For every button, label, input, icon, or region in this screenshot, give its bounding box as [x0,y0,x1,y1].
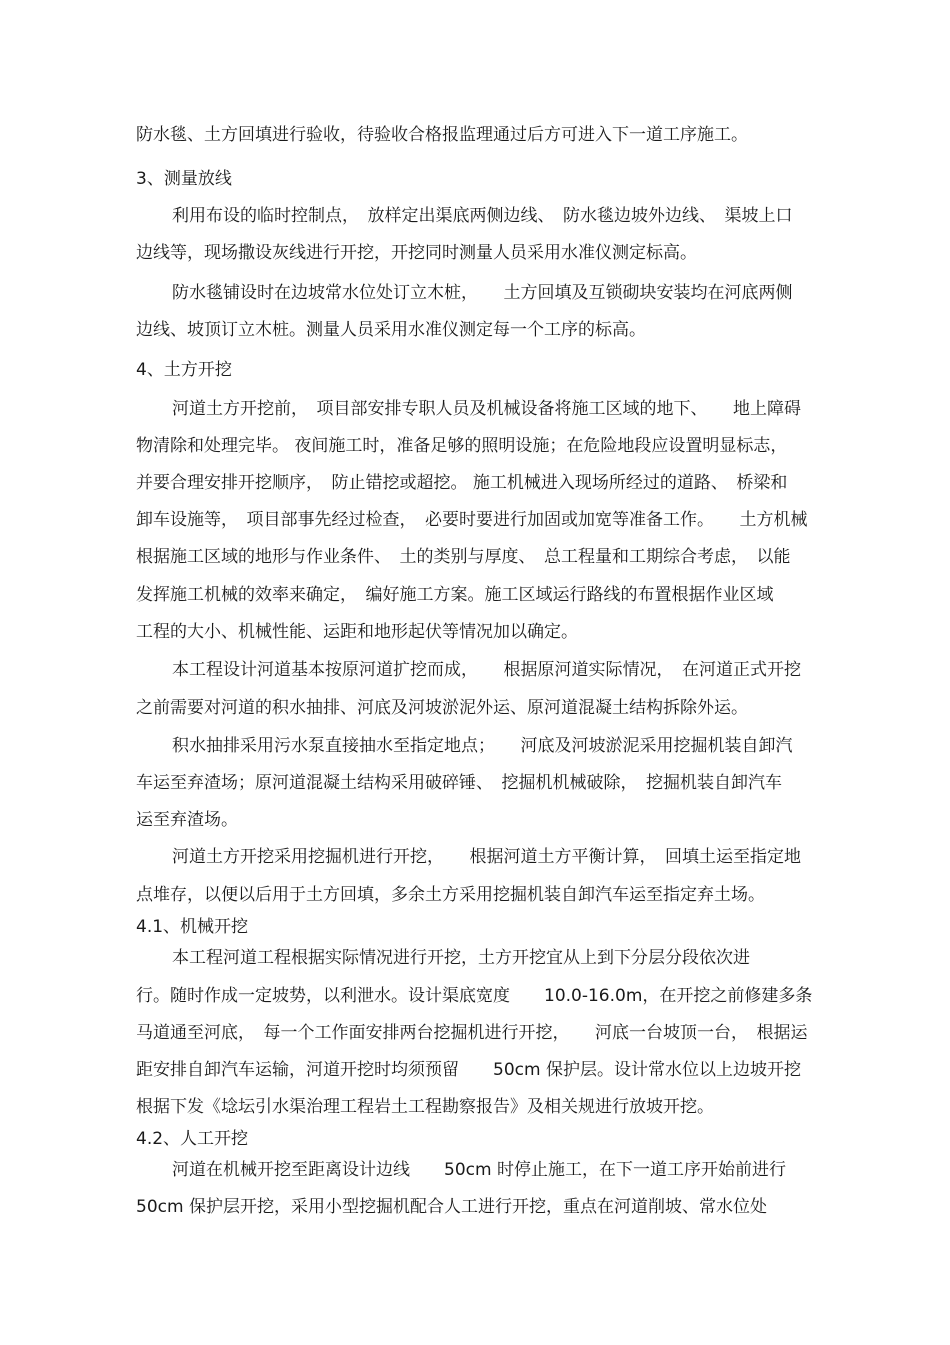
paragraph-line: 本工程设计河道基本按原河道扩挖而成， 根据原河道实际情况， 在河道正式开挖 [172,660,801,680]
paragraph-line: 河道土方开挖前， 项目部安排专职人员及机械设备将施工区域的地下、 地上障碍 [172,399,801,419]
paragraph-line: 点堆存，以便以后用于土方回填，多余土方采用挖掘机装自卸汽车运至指定弃土场。 [136,885,765,905]
paragraph-line: 行。随时作成一定坡势，以利泄水。设计渠底宽度 10.0-16.0m，在开挖之前修建多条 [136,986,813,1006]
section-heading: 4.2、人工开挖 [136,1129,249,1149]
paragraph-line: 边线、坡顶订立木桩。测量人员采用水准仪测定每一个工序的标高。 [136,320,646,340]
paragraph-line: 根据下发《埝坛引水渠治理工程岩土工程勘察报告》及相关规进行放坡开挖。 [136,1097,714,1117]
paragraph-line: 之前需要对河道的积水抽排、河底及河坡淤泥外运、原河道混凝土结构拆除外运。 [136,698,748,718]
paragraph-line: 本工程河道工程根据实际情况进行开挖，土方开挖宜从上到下分层分段依次进 [172,948,750,968]
paragraph-line: 工程的大小、机械性能、运距和地形起伏等情况加以确定。 [136,622,578,642]
paragraph-line: 马道通至河底， 每一个工作面安排两台挖掘机进行开挖， 河底一台坡顶一台， 根据运 [136,1023,808,1043]
paragraph-line: 车运至弃渣场；原河道混凝土结构采用破碎锤、 挖掘机机械破除， 挖掘机装自卸汽车 [136,773,782,793]
section-heading: 3、测量放线 [136,169,232,189]
paragraph-line: 根据施工区域的地形与作业条件、 土的类别与厚度、 总工程量和工期综合考虑， 以能 [136,547,791,567]
paragraph-line: 河道土方开挖采用挖掘机进行开挖， 根据河道土方平衡计算， 回填土运至指定地 [172,847,801,867]
paragraph-line: 防水毯铺设时在边坡常水位处订立木桩， 土方回填及互锁砌块安装均在河底两侧 [172,283,793,303]
paragraph-line: 防水毯、土方回填进行验收，待验收合格报监理通过后方可进入下一道工序施工。 [136,125,748,145]
section-heading: 4.1、机械开挖 [136,917,249,937]
paragraph-line: 积水抽排采用污水泵直接抽水至指定地点； 河底及河坡淤泥采用挖掘机装自卸汽 [172,736,793,756]
paragraph-line: 利用布设的临时控制点， 放样定出渠底两侧边线、 防水毯边坡外边线、 渠坡上口 [172,206,793,226]
paragraph-line: 50cm 保护层开挖，采用小型挖掘机配合人工进行开挖，重点在河道削坡、常水位处 [136,1197,767,1217]
paragraph-line: 物清除和处理完毕。 夜间施工时，准备足够的照明设施；在危险地段应设置明显标志， [136,436,788,456]
paragraph-line: 并要合理安排开挖顺序， 防止错挖或超挖。 施工机械进入现场所经过的道路、 桥梁和 [136,473,788,493]
section-heading: 4、土方开挖 [136,360,232,380]
paragraph-line: 运至弃渣场。 [136,810,238,830]
paragraph-line: 发挥施工机械的效率来确定， 编好施工方案。施工区域运行路线的布置根据作业区域 [136,585,774,605]
paragraph-line: 卸车设施等， 项目部事先经过检查， 必要时要进行加固或加宽等准备工作。 土方机械 [136,510,808,530]
paragraph-line: 距安排自卸汽车运输，河道开挖时均须预留 50cm 保护层。设计常水位以上边坡开挖 [136,1060,801,1080]
paragraph-line: 边线等，现场撒设灰线进行开挖，开挖同时测量人员采用水准仪测定标高。 [136,243,697,263]
paragraph-line: 河道在机械开挖至距离设计边线 50cm 时停止施工，在下一道工序开始前进行 [172,1160,786,1180]
